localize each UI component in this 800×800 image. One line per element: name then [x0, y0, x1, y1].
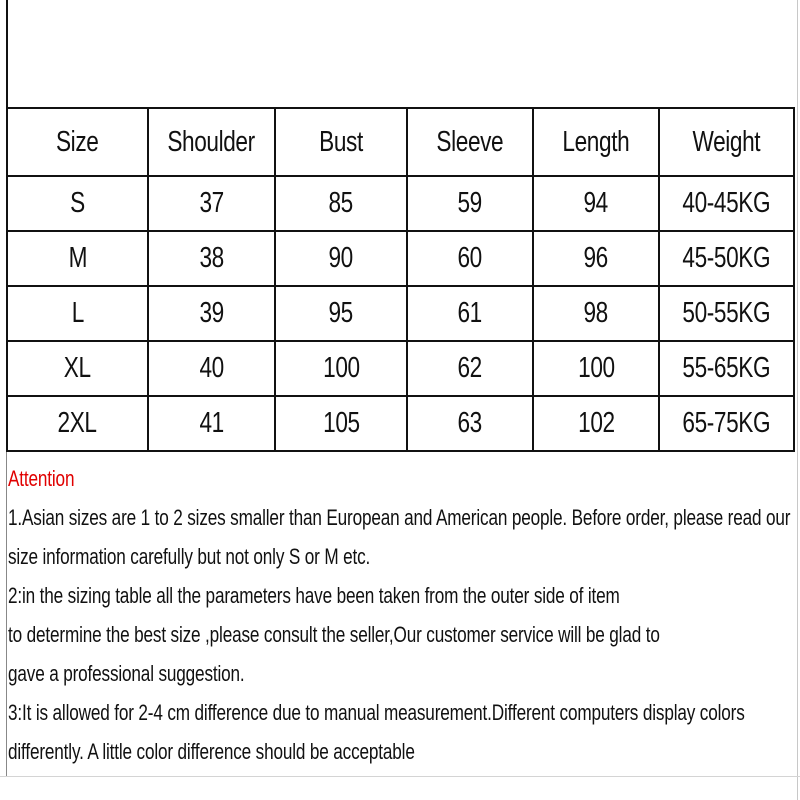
table-cell: 41	[148, 396, 275, 451]
note-line: 1.Asian sizes are 1 to 2 sizes smaller than European and American people. Before order, please read our	[8, 505, 791, 530]
table-row	[7, 286, 794, 341]
header-cell: Sleeve	[407, 108, 533, 176]
note-line: 3:It is allowed for 2-4 cm difference due to manual measurement.Different computers display colors	[8, 700, 745, 725]
table-cell: 94	[533, 176, 659, 231]
table-row	[7, 176, 794, 231]
table-cell: 37	[148, 176, 275, 231]
table-cell: 100	[275, 341, 407, 396]
table-cell: 59	[407, 176, 533, 231]
table-cell: 98	[533, 286, 659, 341]
header-cell: Size	[7, 108, 148, 176]
note-line: size information carefully but not only S or M etc.	[8, 544, 371, 569]
table-cell: 95	[275, 286, 407, 341]
grid-line	[0, 776, 800, 777]
header-cell: Shoulder	[148, 108, 275, 176]
table-cell: 102	[533, 396, 659, 451]
table-cell: L	[7, 286, 148, 341]
header-cell: Length	[533, 108, 659, 176]
table-cell: 62	[407, 341, 533, 396]
grid-line	[797, 0, 798, 800]
note-line: 2:in the sizing table all the parameters have been taken from the outer side of item	[8, 583, 620, 608]
table-cell: XL	[7, 341, 148, 396]
table-cell: 65-75KG	[659, 396, 794, 451]
table-header-row	[7, 108, 794, 176]
note-line: differently. A little color difference should be acceptable	[8, 739, 415, 764]
table-cell: 100	[533, 341, 659, 396]
size-chart-table	[6, 107, 795, 452]
note-line: to determine the best size ,please consult the seller,Our customer service will be glad to	[8, 622, 660, 647]
table-row	[7, 396, 794, 451]
table-cell: 55-65KG	[659, 341, 794, 396]
table-cell: 39	[148, 286, 275, 341]
table-cell: 105	[275, 396, 407, 451]
table-cell: S	[7, 176, 148, 231]
table-cell: 40-45KG	[659, 176, 794, 231]
table-cell: 90	[275, 231, 407, 286]
table-cell: 50-55KG	[659, 286, 794, 341]
notes-left-border	[6, 452, 7, 776]
header-cell: Weight	[659, 108, 794, 176]
table-row	[7, 231, 794, 286]
table-cell: 96	[533, 231, 659, 286]
table-cell: 63	[407, 396, 533, 451]
table-cell: 38	[148, 231, 275, 286]
table-cell: 2XL	[7, 396, 148, 451]
table-left-border	[6, 0, 8, 107]
table-cell: 45-50KG	[659, 231, 794, 286]
attention-heading: Attention	[8, 466, 75, 491]
note-line: gave a professional suggestion.	[8, 661, 245, 686]
table-cell: M	[7, 231, 148, 286]
table-cell: 60	[407, 231, 533, 286]
table-cell: 85	[275, 176, 407, 231]
table-cell: 61	[407, 286, 533, 341]
table-row	[7, 341, 794, 396]
header-cell: Bust	[275, 108, 407, 176]
table-cell: 40	[148, 341, 275, 396]
